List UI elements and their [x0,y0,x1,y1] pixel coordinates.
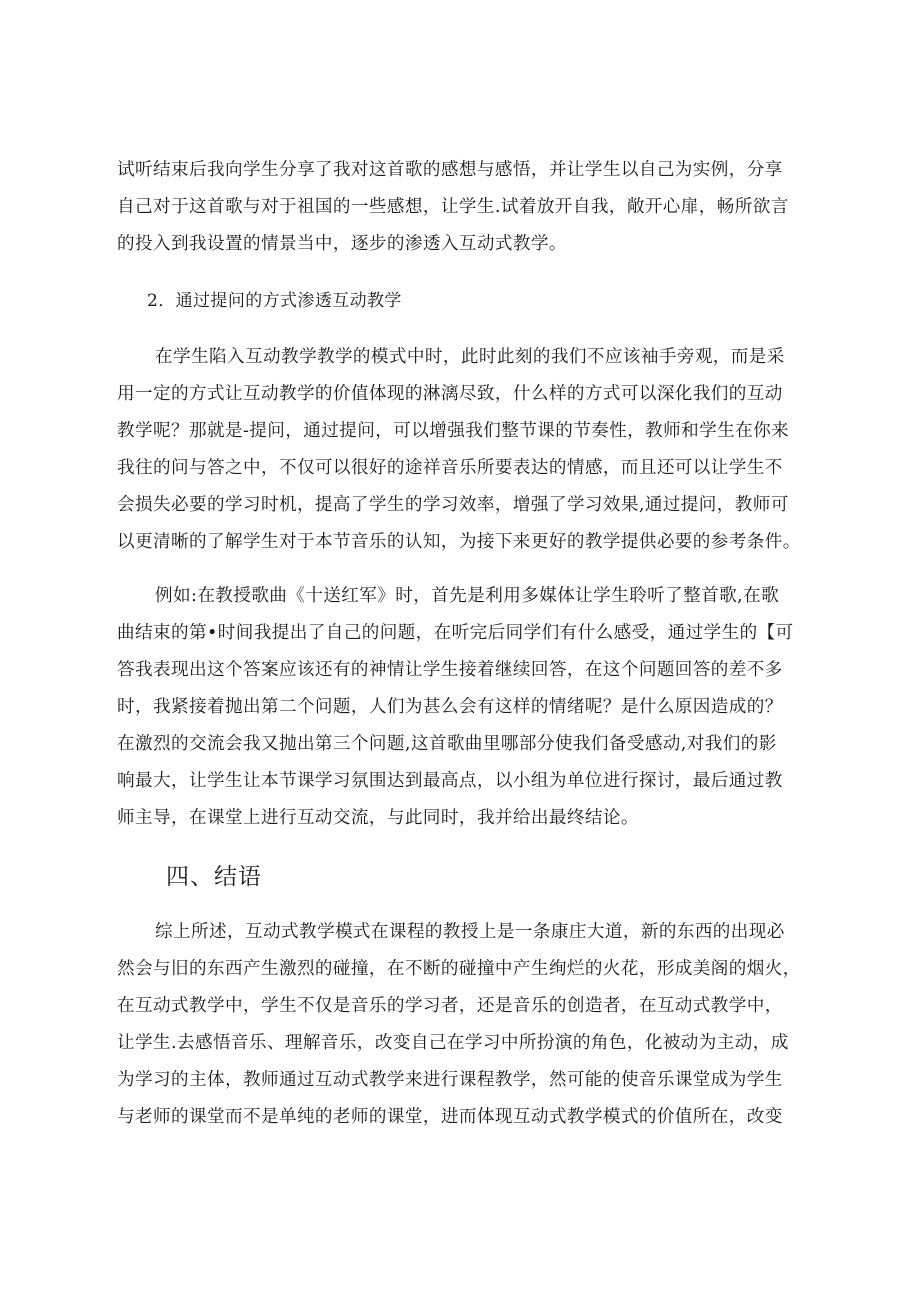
paragraph-3-line-2: 曲结束的第•时间我提出了自己的问题，在听完后同学们有什么感受，通过学生的【可 [117,623,794,643]
paragraph-1-line-2: 自己对于这首歌与对于祖国的一些感想，让学生.试着放开自我，敞开心扉，畅所欲言 [117,197,789,217]
paragraph-2-line-1: 在学生陷入互动教学教学的模式中时，此时此刻的我们不应该袖手旁观，而是采 [155,347,785,367]
section-4-heading: 四、结语 [166,864,262,890]
paragraph-3-line-1: 例如:在教授歌曲《十送红军》时，首先是利用多媒体让学生聆听了整首歌,在歌 [155,586,780,606]
paragraph-4-line-6: 与老师的课堂而不是单纯的老师的课堂，进而体现互动式教学模式的价值所在，改变 [117,1107,783,1127]
paragraph-2-line-4: 我往的问与答之中，不仅可以很好的途祥音乐所要表达的情感，而且还可以让学生不 [117,458,783,478]
paragraph-1-line-3: 的投入到我设置的情景当中，逐步的渗透入互动式教学。 [117,234,567,254]
paragraph-2-line-6: 以更清晰的了解学生对于本节音乐的认知，为接下来更好的教学提供必要的参考条件。 [117,532,801,552]
paragraph-3-line-5: 在激烈的交流会我又抛出第三个问题,这首歌曲里哪部分使我们备受感动,对我们的影 [117,734,777,754]
paragraph-3-line-7: 师主导，在课堂上进行互动交流，与此同时，我并给出最终结论。 [117,808,639,828]
paragraph-4-line-3: 在互动式教学中，学生不仅是音乐的学习者，还是音乐的创造者，在互动式教学中， [117,996,783,1016]
paragraph-2-line-2: 用一定的方式让互动教学的价值体现的淋漓尽致，什么样的方式可以深化我们的互动 [117,384,783,404]
paragraph-4-line-2: 然会与旧的东西产生激烈的碰撞，在不断的碰撞中产生绚烂的火花，形成美阁的烟火， [117,959,801,979]
paragraph-4-line-1: 综上所述，互动式教学模式在课程的教授上是一条康庄大道，新的东西的出现必 [155,922,785,942]
paragraph-4-line-4: 让学生.去感悟音乐、理解音乐，改变自己在学习中所扮演的角色，化被动为主动，成 [117,1033,789,1053]
paragraph-4-line-5: 为学习的主体，教师通过互动式教学来进行课程教学，然可能的使音乐课堂成为学生 [117,1070,783,1090]
paragraph-2-line-5: 会损失必要的学习时机，提高了学生的学习效率，增强了学习效果,通过提问，教师可 [117,495,789,515]
paragraph-3-line-4: 时，我紧接着抛出第二个问题，人们为甚么会有这样的情绪呢？是什么原因造成的？ [117,697,783,717]
paragraph-1-line-1: 试听结束后我向学生分享了我对这首歌的感想与感悟，并让学生以自己为实例，分享 [117,160,783,180]
paragraph-3-line-3: 答我表现出这个答案应该还有的神情让学生接着继续回答，在这个问题回答的差不多 [117,660,783,680]
section-2-subheading: 2．通过提问的方式渗透互动教学 [147,291,402,311]
paragraph-3-line-6: 响最大，让学生让本节课学习氛围达到最高点，以小组为单位进行探讨，最后通过教 [117,771,783,791]
paragraph-2-line-3: 教学呢？那就是-提问，通过提问，可以增强我们整节课的节奏性，教师和学生在你来 [117,421,790,441]
